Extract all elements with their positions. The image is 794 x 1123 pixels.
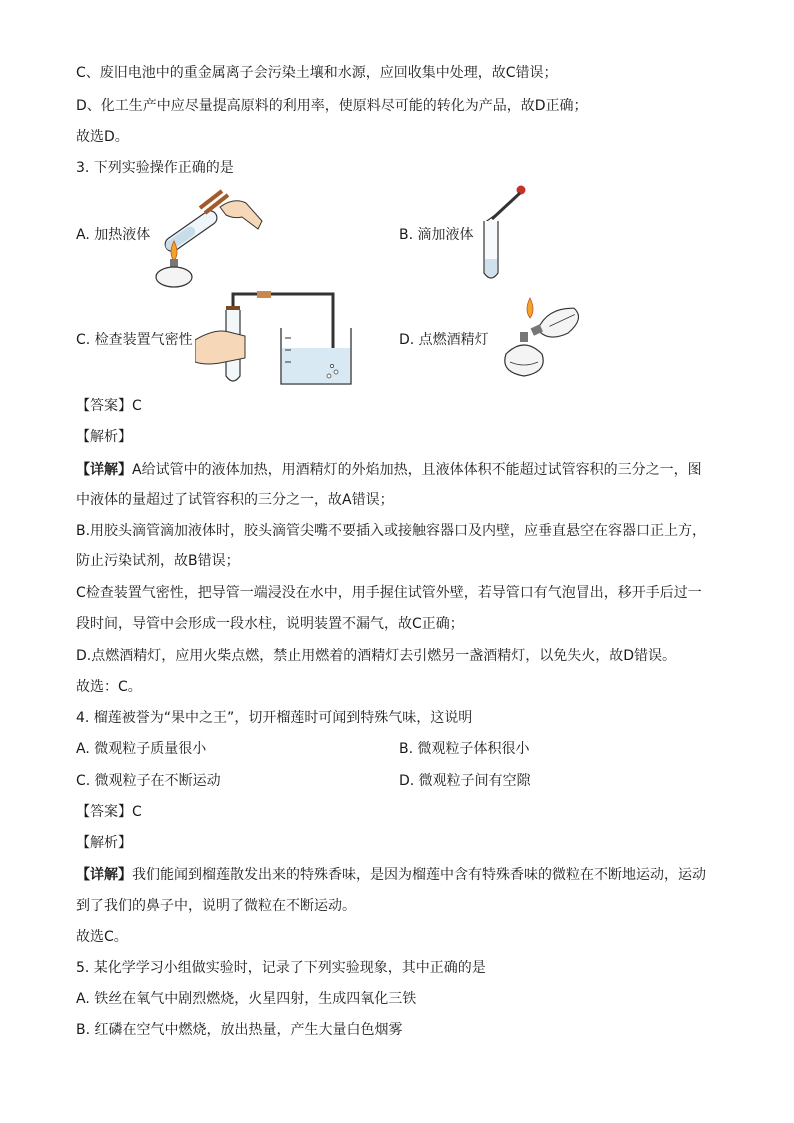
q3-detail-line: D.点燃酒精灯，应用火柴点燃，禁止用燃着的酒精灯去引燃另一盏酒精灯，以免失火，故D错误。 [76, 648, 677, 664]
question-3-stem: 3. 下列实验操作正确的是 [76, 160, 234, 176]
q3-detail-line: 段时间，导管中会形成一段水柱，说明装置不漏气，故C正确； [76, 616, 464, 632]
question-5-stem: 5. 某化学学习小组做实验时，记录了下列实验现象，其中正确的是 [76, 960, 486, 976]
q3-option-b: B. 滴加液体 [399, 227, 474, 243]
heating-liquid-figure [150, 183, 265, 288]
q4-analysis-heading: 【解析】 [76, 835, 132, 851]
q3-option-a: A. 加热液体 [76, 227, 151, 243]
q5-option-a: A. 铁丝在氧气中剧烈燃烧，火星四射，生成四氧化三铁 [76, 991, 417, 1007]
text-line: C、废旧电池中的重金属离子会污染土壤和水源，应回收集中处理，故C错误； [76, 65, 558, 81]
q4-detail-line: 故选C。 [76, 929, 128, 945]
text-line: D、化工生产中应尽量提高原料的利用率，使原料尽可能的转化为产品，故D正确； [76, 98, 588, 114]
q5-option-b: B. 红磷在空气中燃烧，放出热量，产生大量白色烟雾 [76, 1022, 403, 1038]
q3-option-c: C. 检查装置气密性 [76, 332, 193, 348]
q4-detail-line: 【详解】我们能闻到榴莲散发出来的特殊香味，是因为榴莲中含有特殊香味的微粒在不断地运动，运动 [76, 867, 706, 883]
text-line: 故选D。 [76, 129, 129, 145]
q3-detail-line: 中液体的量超过了试管容积的三分之一，故A错误； [76, 492, 394, 508]
q3-detail-line: 故选：C。 [76, 679, 142, 695]
question-4-stem: 4. 榴莲被誉为“果中之王”，切开榴莲时可闻到特殊气味，这说明 [76, 710, 473, 726]
q3-answer: 【答案】C [76, 398, 142, 414]
q4-option-d: D. 微观粒子间有空隙 [399, 773, 531, 789]
q3-detail-line: B.用胶头滴管滴加液体时，胶头滴管尖嘴不要插入或接触容器口及内壁，应垂直悬空在容器口正上方， [76, 523, 707, 539]
detail-tag: 【详解】 [76, 867, 132, 883]
q4-option-c: C. 微观粒子在不断运动 [76, 773, 221, 789]
q3-analysis-heading: 【解析】 [76, 429, 132, 445]
q4-answer: 【答案】C [76, 804, 142, 820]
lighting-lamp-figure [492, 292, 587, 382]
q4-option-a: A. 微观粒子质量很小 [76, 741, 207, 757]
q4-option-b: B. 微观粒子体积很小 [399, 741, 530, 757]
detail-tag: 【详解】 [76, 462, 132, 478]
dropping-liquid-figure [478, 183, 528, 283]
q3-option-d: D. 点燃酒精灯 [399, 332, 489, 348]
q3-detail-line: C检查装置气密性，把导管一端浸没在水中，用手握住试管外壁，若导管口有气泡冒出，移开手后过一 [76, 585, 702, 601]
q3-detail-line: 防止污染试剂，故B错误； [76, 553, 240, 569]
airtightness-check-figure [195, 288, 360, 388]
q4-detail-line: 到了我们的鼻子中，说明了微粒在不断运动。 [76, 898, 356, 914]
q3-detail-line: 【详解】A给试管中的液体加热，用酒精灯的外焰加热，且液体体积不能超过试管容积的三分之一，图 [76, 462, 702, 478]
